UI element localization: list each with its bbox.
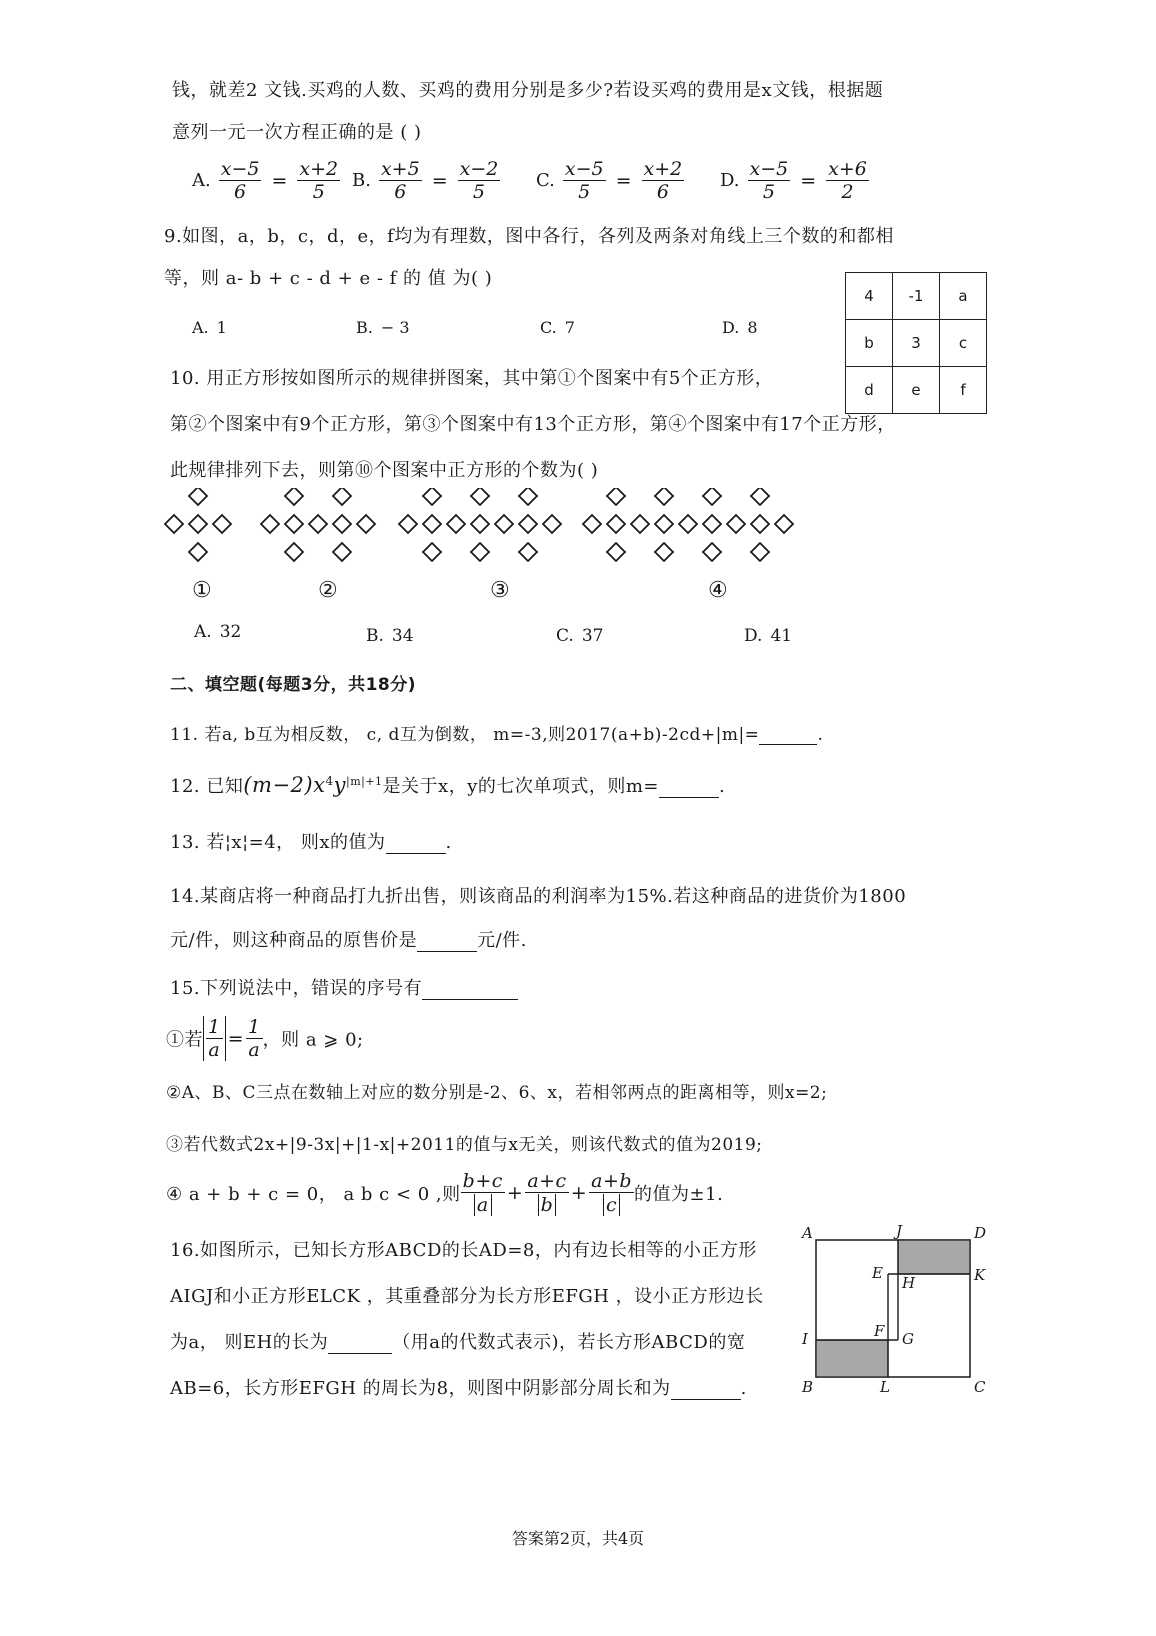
- q16-line2: AIGJ和小正方形ELCK ，其重叠部分为长方形EFGH ，设小正方形边长: [170, 1286, 764, 1307]
- frac-den: b: [538, 1194, 557, 1216]
- square-diamond: [285, 543, 303, 561]
- s4-prefix: ④ a + b + c = 0， a b c < 0 ,则: [166, 1184, 461, 1205]
- square-diamond: [703, 488, 721, 505]
- label-d: D: [974, 1224, 987, 1242]
- option-letter: D.: [722, 318, 740, 337]
- square-diamond: [213, 515, 231, 533]
- square-diamond: [703, 543, 721, 561]
- q12: [170, 772, 725, 798]
- q14-unit: 元/件.: [477, 930, 527, 951]
- frac-num: x−5: [220, 158, 260, 180]
- frac-num: b+c: [462, 1170, 503, 1192]
- q16-end: .: [740, 1378, 747, 1399]
- frac-den: 5: [472, 181, 486, 203]
- s1-suffix: ，则 a ⩾ 0;: [262, 1029, 364, 1051]
- square-diamond: [189, 488, 207, 505]
- q9-option-c: [540, 318, 575, 337]
- q12-end: .: [719, 776, 726, 797]
- q11-answer-blank[interactable]: [759, 726, 817, 745]
- square-diamond: [727, 515, 745, 533]
- frac-den: a: [208, 1039, 221, 1061]
- square-diamond: [607, 515, 625, 533]
- option-letter: B.: [366, 626, 384, 646]
- q14-text: 元/件，则这种商品的原售价是: [170, 930, 418, 951]
- square-diamond: [189, 543, 207, 561]
- q16-answer-blank-1[interactable]: [328, 1335, 392, 1354]
- option-letter: C.: [540, 318, 557, 337]
- frac-num: x+2: [643, 158, 683, 180]
- label-a: A: [802, 1224, 813, 1242]
- square-diamond: [399, 515, 417, 533]
- square-aigj: [816, 1240, 898, 1340]
- option-letter: A.: [192, 170, 211, 191]
- frac-num: x−2: [459, 158, 499, 180]
- q15-answer-blank[interactable]: [422, 981, 518, 1000]
- q16-text: 为a， 则EH的长为: [170, 1332, 329, 1353]
- q8-option-a: A. $\frac{x-5}{6}$ = $\frac{x+2}{5}$: [192, 158, 339, 203]
- s4-suffix: 的值为±1.: [634, 1184, 724, 1205]
- square-diamond: [655, 488, 673, 505]
- q15-statement-2: ②A、B、C三点在数轴上对应的数分别是-2、6、x，若相邻两点的距离相等，则x=2;: [166, 1083, 828, 1103]
- q11-text: 11. 若a, b互为相反数， c, d互为倒数， m=-3,则2017(a+b)-2cd+|m|=: [170, 725, 760, 745]
- q9-option-d: [722, 318, 758, 337]
- q10-line3: 此规律排列下去，则第⑩个图案中正方形的个数为( ): [170, 460, 599, 481]
- square-diamond: [309, 515, 327, 533]
- pattern-label-3: ③: [490, 578, 510, 603]
- frac-num: x+2: [299, 158, 339, 180]
- frac-den: 2: [841, 181, 854, 203]
- grid-cell: c: [940, 320, 987, 367]
- frac-den: 5: [762, 181, 775, 203]
- q14-answer-blank[interactable]: [417, 933, 477, 952]
- q12-exp-x: 4: [325, 774, 334, 788]
- q16-line3: [170, 1328, 745, 1354]
- option-letter: D.: [744, 626, 763, 646]
- square-diamond: [607, 488, 625, 505]
- option-value: 37: [581, 626, 604, 646]
- square-diamond: [261, 515, 279, 533]
- q13-end: .: [445, 832, 452, 853]
- q15-statement-1: ①若 $\frac{1}{a}$ = $\frac{1}{a}$ ，则 a ⩾ 0;: [166, 1016, 364, 1061]
- square-diamond: [703, 515, 721, 533]
- q12-y: y: [333, 773, 346, 797]
- square-pattern-figure: [160, 488, 840, 568]
- q8-line1: 钱，就差2 文钱.买鸡的人数、买鸡的费用分别是多少?若设买鸡的费用是x文钱，根据题: [172, 80, 884, 101]
- frac-den: a: [474, 1194, 492, 1216]
- q9-line1: 9.如图，a，b，c，d，e，f均为有理数，图中各行，各列及两条对角线上三个数的和都相: [164, 226, 894, 247]
- shaded-region-bottom: [816, 1340, 888, 1377]
- square-diamond: [447, 515, 465, 533]
- q9-line2: 等，则 a- b + c - d + e - f 的 值 为( ): [164, 268, 493, 289]
- q13-answer-blank[interactable]: [386, 835, 446, 854]
- q15-text: 15.下列说法中，错误的序号有: [170, 978, 423, 999]
- q10-option-c: [556, 626, 603, 646]
- square-diamond: [423, 515, 441, 533]
- grid-cell: 4: [846, 273, 893, 320]
- q13-text: 13. 若¦x¦=4， 则x的值为: [170, 832, 386, 853]
- q16-line4: [170, 1374, 747, 1400]
- pattern-label-1: ①: [192, 578, 212, 603]
- label-h: H: [902, 1274, 916, 1292]
- label-c: C: [974, 1378, 986, 1396]
- grid-cell: -1: [893, 273, 940, 320]
- option-letter: A.: [194, 622, 212, 642]
- q16-text: AB=6，长方形EFGH 的周长为8，则图中阴影部分周长和为: [170, 1378, 671, 1399]
- square-diamond: [655, 543, 673, 561]
- label-f: F: [874, 1322, 885, 1340]
- label-k: K: [974, 1266, 986, 1284]
- frac-num: a+b: [591, 1170, 633, 1192]
- q12-suffix: 是关于x，y的七次单项式，则m=: [382, 776, 660, 797]
- frac-den: a: [248, 1039, 261, 1061]
- q8-option-d: D. $\frac{x-5}{5}$ = $\frac{x+6}{2}$: [720, 158, 867, 203]
- square-diamond: [775, 515, 793, 533]
- square-diamond: [751, 543, 769, 561]
- option-value: − 3: [380, 318, 410, 337]
- q15-statement-3: ③若代数式2x+|9-3x|+|1-x|+2011的值与x无关，则该代数式的值为2019;: [166, 1135, 763, 1155]
- square-diamond: [519, 488, 537, 505]
- q12-answer-blank[interactable]: [659, 779, 719, 798]
- square-diamond: [471, 543, 489, 561]
- frac-num: 1: [208, 1016, 221, 1038]
- option-value: 7: [564, 318, 575, 337]
- square-diamond: [333, 488, 351, 505]
- square-diamond: [471, 488, 489, 505]
- frac-den: 6: [656, 181, 669, 203]
- square-diamond: [165, 515, 183, 533]
- q12-x: x: [313, 773, 326, 797]
- q16-text: （用a的代数式表示)，若长方形ABCD的宽: [392, 1332, 746, 1353]
- grid-cell: a: [940, 273, 987, 320]
- frac-den: 6: [394, 181, 407, 203]
- square-diamond: [423, 488, 441, 505]
- square-diamond: [751, 515, 769, 533]
- frac-num: 1: [248, 1016, 261, 1038]
- pattern-diamonds: [165, 488, 793, 561]
- option-letter: A.: [192, 318, 209, 337]
- frac-num: x+5: [380, 158, 420, 180]
- square-diamond: [333, 543, 351, 561]
- option-letter: B.: [352, 170, 371, 191]
- frac-num: x−5: [564, 158, 604, 180]
- option-value: 1: [216, 318, 227, 337]
- frac-num: x−5: [749, 158, 789, 180]
- option-letter: D.: [720, 170, 740, 191]
- square-diamond: [471, 515, 489, 533]
- q14-line1: 14.某商店将一种商品打九折出售，则该商品的利润率为15%.若这种商品的进货价为1800: [170, 886, 907, 907]
- square-diamond: [333, 515, 351, 533]
- q8-option-c: C. $\frac{x-5}{5}$ = $\frac{x+2}{6}$: [536, 158, 683, 203]
- grid-cell: d: [846, 367, 893, 414]
- option-value: 34: [391, 626, 414, 646]
- q8-option-b: B. $\frac{x+5}{6}$ = $\frac{x-2}{5}$: [352, 158, 499, 203]
- option-value: 8: [747, 318, 758, 337]
- square-diamond: [751, 488, 769, 505]
- square-diamond: [655, 515, 673, 533]
- q12-prefix: 12. 已知: [170, 776, 244, 797]
- square-diamond: [357, 515, 375, 533]
- rectangle-abcd-figure: [800, 1220, 1000, 1400]
- q11-end: .: [817, 725, 824, 745]
- label-e: E: [872, 1264, 883, 1282]
- frac-num: x+6: [828, 158, 867, 180]
- grid-cell: f: [940, 367, 987, 414]
- grid-cell: 3: [893, 320, 940, 367]
- q9-option-b: [356, 318, 410, 337]
- option-value: 32: [219, 622, 242, 642]
- frac-den: 5: [312, 181, 325, 203]
- square-diamond: [189, 515, 207, 533]
- label-i: I: [802, 1330, 808, 1348]
- section2-title: 二、填空题(每题3分，共18分): [170, 675, 417, 695]
- square-diamond: [519, 543, 537, 561]
- q16-answer-blank-2[interactable]: [671, 1381, 741, 1400]
- q10-option-b: [366, 626, 414, 646]
- square-diamond: [631, 515, 649, 533]
- q10-line1: 10. 用正方形按如图所示的规律拼图案，其中第①个图案中有5个正方形，: [170, 368, 774, 389]
- label-l: L: [880, 1378, 890, 1396]
- q8-line2: 意列一元一次方程正确的是 ( ): [172, 122, 422, 143]
- option-value: 41: [770, 626, 793, 646]
- shaded-region-top: [898, 1240, 970, 1274]
- magic-square-grid: [845, 272, 987, 414]
- square-diamond: [519, 515, 537, 533]
- pattern-label-4: ④: [708, 578, 728, 603]
- q10-line2: 第②个图案中有9个正方形，第③个图案中有13个正方形，第④个图案中有17个正方形，: [170, 414, 896, 435]
- q16-line1: 16.如图所示，已知长方形ABCD的长AD=8，内有边长相等的小正方形: [170, 1240, 757, 1261]
- square-diamond: [679, 515, 697, 533]
- square-diamond: [583, 515, 601, 533]
- page-footer: 答案第2页，共4页: [511, 1529, 645, 1548]
- grid-cell: b: [846, 320, 893, 367]
- square-diamond: [607, 543, 625, 561]
- frac-den: c: [603, 1194, 620, 1216]
- q11: [170, 720, 823, 745]
- label-j: J: [896, 1222, 903, 1240]
- q12-exp-y: |m|+1: [345, 775, 383, 788]
- q10-option-d: [744, 626, 792, 646]
- q10-option-a: [194, 622, 241, 642]
- label-b: B: [802, 1378, 814, 1396]
- option-letter: B.: [356, 318, 373, 337]
- square-diamond: [285, 515, 303, 533]
- option-letter: C.: [556, 626, 574, 646]
- square-diamond: [423, 543, 441, 561]
- frac-den: 5: [578, 181, 591, 203]
- q9-option-a: [192, 318, 227, 337]
- q12-coeff: (m−2): [243, 773, 314, 797]
- label-g: G: [902, 1330, 914, 1348]
- frac-den: 6: [234, 181, 247, 203]
- square-diamond: [543, 515, 561, 533]
- square-diamond: [495, 515, 513, 533]
- q15-statement-4: ④ a + b + c = 0， a b c < 0 ,则 $\frac{b+c}{a}$ + $\frac{a+c}{b}$ + $\frac{a+b}{c}$ 的值为±1.: [166, 1170, 724, 1216]
- q15: [170, 974, 518, 1000]
- q13: [170, 828, 452, 854]
- square-diamond: [285, 488, 303, 505]
- square-elck: [888, 1274, 970, 1377]
- pattern-label-2: ②: [318, 578, 338, 603]
- frac-num: a+c: [527, 1170, 567, 1192]
- q14-line2: [170, 926, 527, 952]
- option-letter: C.: [536, 170, 555, 191]
- s1-prefix: ①若: [166, 1029, 203, 1051]
- grid-cell: e: [893, 367, 940, 414]
